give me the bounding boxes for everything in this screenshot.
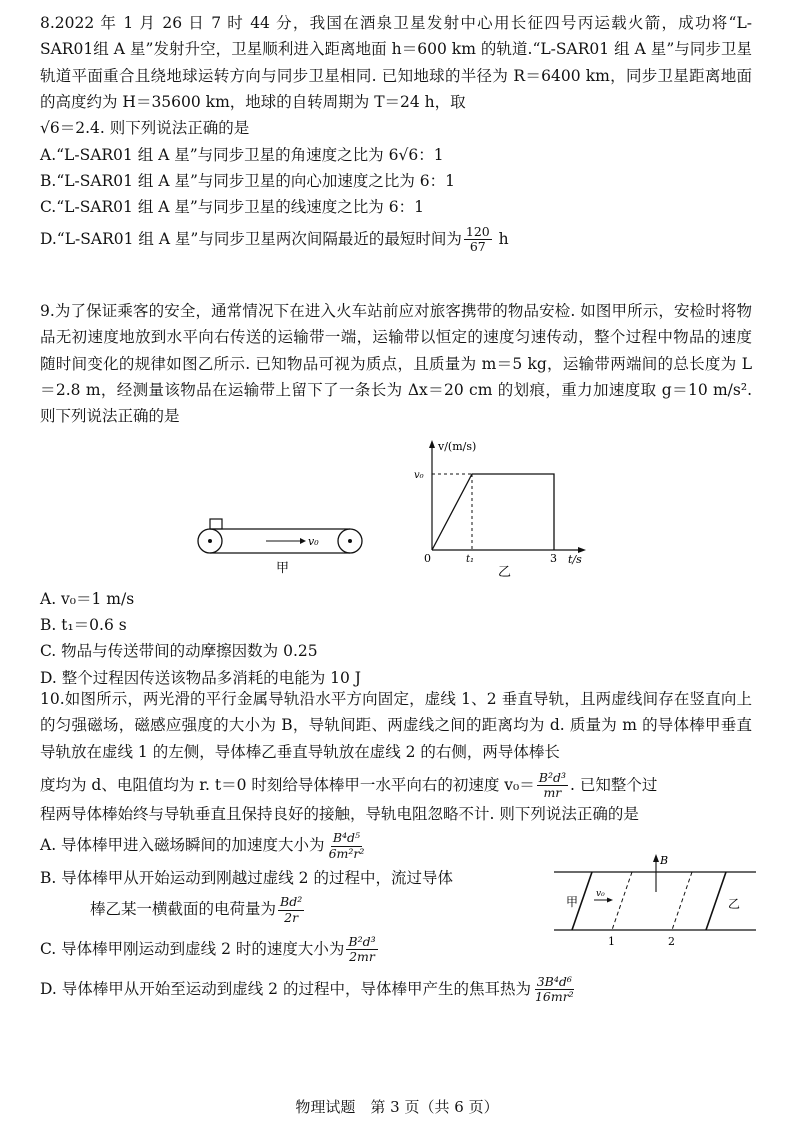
question-9 — [40, 298, 752, 691]
fraction: $\frac{\text{3B⁴d⁶}}{\text{16mr²}}$ — [534, 973, 574, 1005]
origin-label: 0 — [424, 552, 431, 565]
question-10-stem-1: 10.如图所示，两光滑的平行金属导轨沿水平方向固定，虚线 1、2 垂直导轨，且两虚线间存在竖直向上的匀强磁场，磁感应强度的大小为 B，导轨间距、两虚线之间的距离均为 d. 质量为 m 的导体棒甲垂直导轨放在虚线 1 的左侧，导体棒乙垂直导轨放在虚线 2 的右侧，两导体棒长 — [40, 690, 752, 761]
velocity-curve — [432, 474, 554, 550]
rod-yi-label: 乙 — [728, 897, 741, 911]
question-10-option-d: D. 导体棒甲从开始至运动到虚线 2 的过程中，导体棒甲产生的焦耳热为 $\frac{\text{3B⁴d⁶}}{\text{16mr²}}$ — [40, 973, 574, 1005]
figure-label-yi: 乙 — [498, 565, 512, 578]
question-9-option-b: B. t₁＝0.6 s — [40, 616, 127, 635]
v0-label: v₀ — [596, 889, 605, 899]
question-8-option-a: A.“L-SAR01 组 A 星”与同步卫星的角速度之比为 6√6：1 — [40, 145, 444, 164]
fraction: $\frac{\text{B⁴d⁵}}{\text{6m²r²}}$ — [328, 830, 365, 861]
line-2-label: 2 — [668, 935, 675, 948]
question-9-option-c: C. 物品与传送带间的动摩擦因数为 0.25 — [40, 642, 318, 661]
rod-jia-label: 甲 — [566, 895, 579, 909]
question-8-stem-sqrt: √6＝2.4. 则下列说法正确的是 — [40, 119, 250, 138]
t3-tick-label: 3 — [550, 552, 557, 565]
line-1-label: 1 — [608, 935, 615, 948]
question-10-option-b-cont: 棒乙某一横截面的电荷量为 $\frac{\text{Bd²}}{2r}$ — [90, 894, 303, 925]
fraction: $\frac{\text{Bd²}}{2r}$ — [280, 894, 303, 925]
question-8 — [40, 10, 752, 255]
question-8-option-b: B.“L-SAR01 组 A 星”与同步卫星的向心加速度之比为 6：1 — [40, 172, 456, 191]
v0-tick-label: v₀ — [414, 470, 424, 481]
dashed-line-1 — [612, 872, 632, 930]
question-number: 8. — [40, 14, 55, 32]
question-8-stem: 8.2022 年 1 月 26 日 7 时 44 分，我国在酒泉卫星发射中心用长征四号丙运载火箭，成功将“L-SAR01组 A 星”发射升空，卫星顺利进入距离地面 h＝600 km 的轨道.“L-SAR01 组 A 星”与同步卫星轨道平面重合且绕地球运转方向与同步卫星相同. 已知地球的半径为 R＝6400 km，同步卫星距离地面的高度约为 H＝35600 km，地球的自转周期为 T＝24 h，取 — [40, 14, 752, 112]
question-8-option-c: C.“L-SAR01 组 A 星”与同步卫星的线速度之比为 6：1 — [40, 198, 424, 217]
x-axis-label: t/s — [568, 553, 582, 566]
rod-yi — [706, 872, 726, 930]
fraction: $\frac{120}{67}$ — [465, 223, 490, 255]
question-8-option-d: D.“L-SAR01 组 A 星”与同步卫星两次间隔最近的最短时间为 $\frac{120}{67}$ h — [40, 223, 509, 255]
question-9-option-d: D. 整个过程因传送该物品多消耗的电能为 10 J — [40, 668, 362, 687]
velocity-time-graph — [410, 438, 600, 578]
page-footer: 物理试题 第 3 页（共 6 页） — [295, 1098, 499, 1116]
figure-label-jia: 甲 — [276, 561, 290, 575]
fraction: $\frac{\text{B²d³}}{2mr}$ — [348, 933, 376, 965]
question-10-stem-2: 度均为 d、电阻值均为 r. t＝0 时刻给导体棒甲一水平向右的初速度 v₀＝ $\frac{\text{B²d³}}{mr}$ . 已知整个过 — [40, 770, 658, 801]
dashed-line-2 — [672, 872, 692, 930]
fraction: $\frac{\text{B²d³}}{mr}$ — [538, 770, 566, 801]
question-9-stem: 9.为了保证乘客的安全，通常情况下在进入火车站前应对旅客携带的物品安检. 如图甲所示，安检时将物品无初速度地放到水平向右传送的运输带一端，运输带以恒定的速度匀速传动，整个过程中物品的速度随时间变化的规律如图乙所示. 已知物品可视为质点，且质量为 m＝5 kg，运输带两端间的总长度为 L＝2.8 m，经测量该物品在运输带上留下了一条长为 Δx＝20 cm 的划痕，重力加速度取 g＝10 m/s². 则下列说法正确的是 — [40, 302, 752, 426]
question-10-option-a: A. 导体棒甲进入磁场瞬间的加速度大小为 $\frac{\text{B⁴d⁵}}{\text{6m²r²}}$ — [40, 830, 365, 861]
t1-tick-label: t₁ — [466, 554, 475, 565]
question-10-stem-3: 程两导体棒始终与导轨垂直且保持良好的接触，导轨电阻忽略不计. 则下列说法正确的是 — [40, 804, 639, 823]
conveyor-belt-figure — [196, 505, 366, 575]
item-box — [210, 519, 222, 529]
question-10-option-b: B. 导体棒甲从开始运动到刚越过虚线 2 的过程中，流过导体 — [40, 868, 453, 887]
b-field-label: B — [660, 854, 669, 867]
velocity-label: v₀ — [308, 535, 319, 548]
rails-magnetic-field-figure — [550, 852, 760, 952]
question-10 — [40, 686, 752, 1004]
y-axis-label: v/(m/s) — [438, 440, 477, 453]
question-number: 9. — [40, 302, 55, 320]
question-10-option-c: C. 导体棒甲刚运动到虚线 2 时的速度大小为 $\frac{\text{B²d³}}{2mr}$ — [40, 933, 376, 965]
question-number: 10. — [40, 690, 65, 708]
question-9-option-a: A. v₀＝1 m/s — [40, 589, 135, 608]
